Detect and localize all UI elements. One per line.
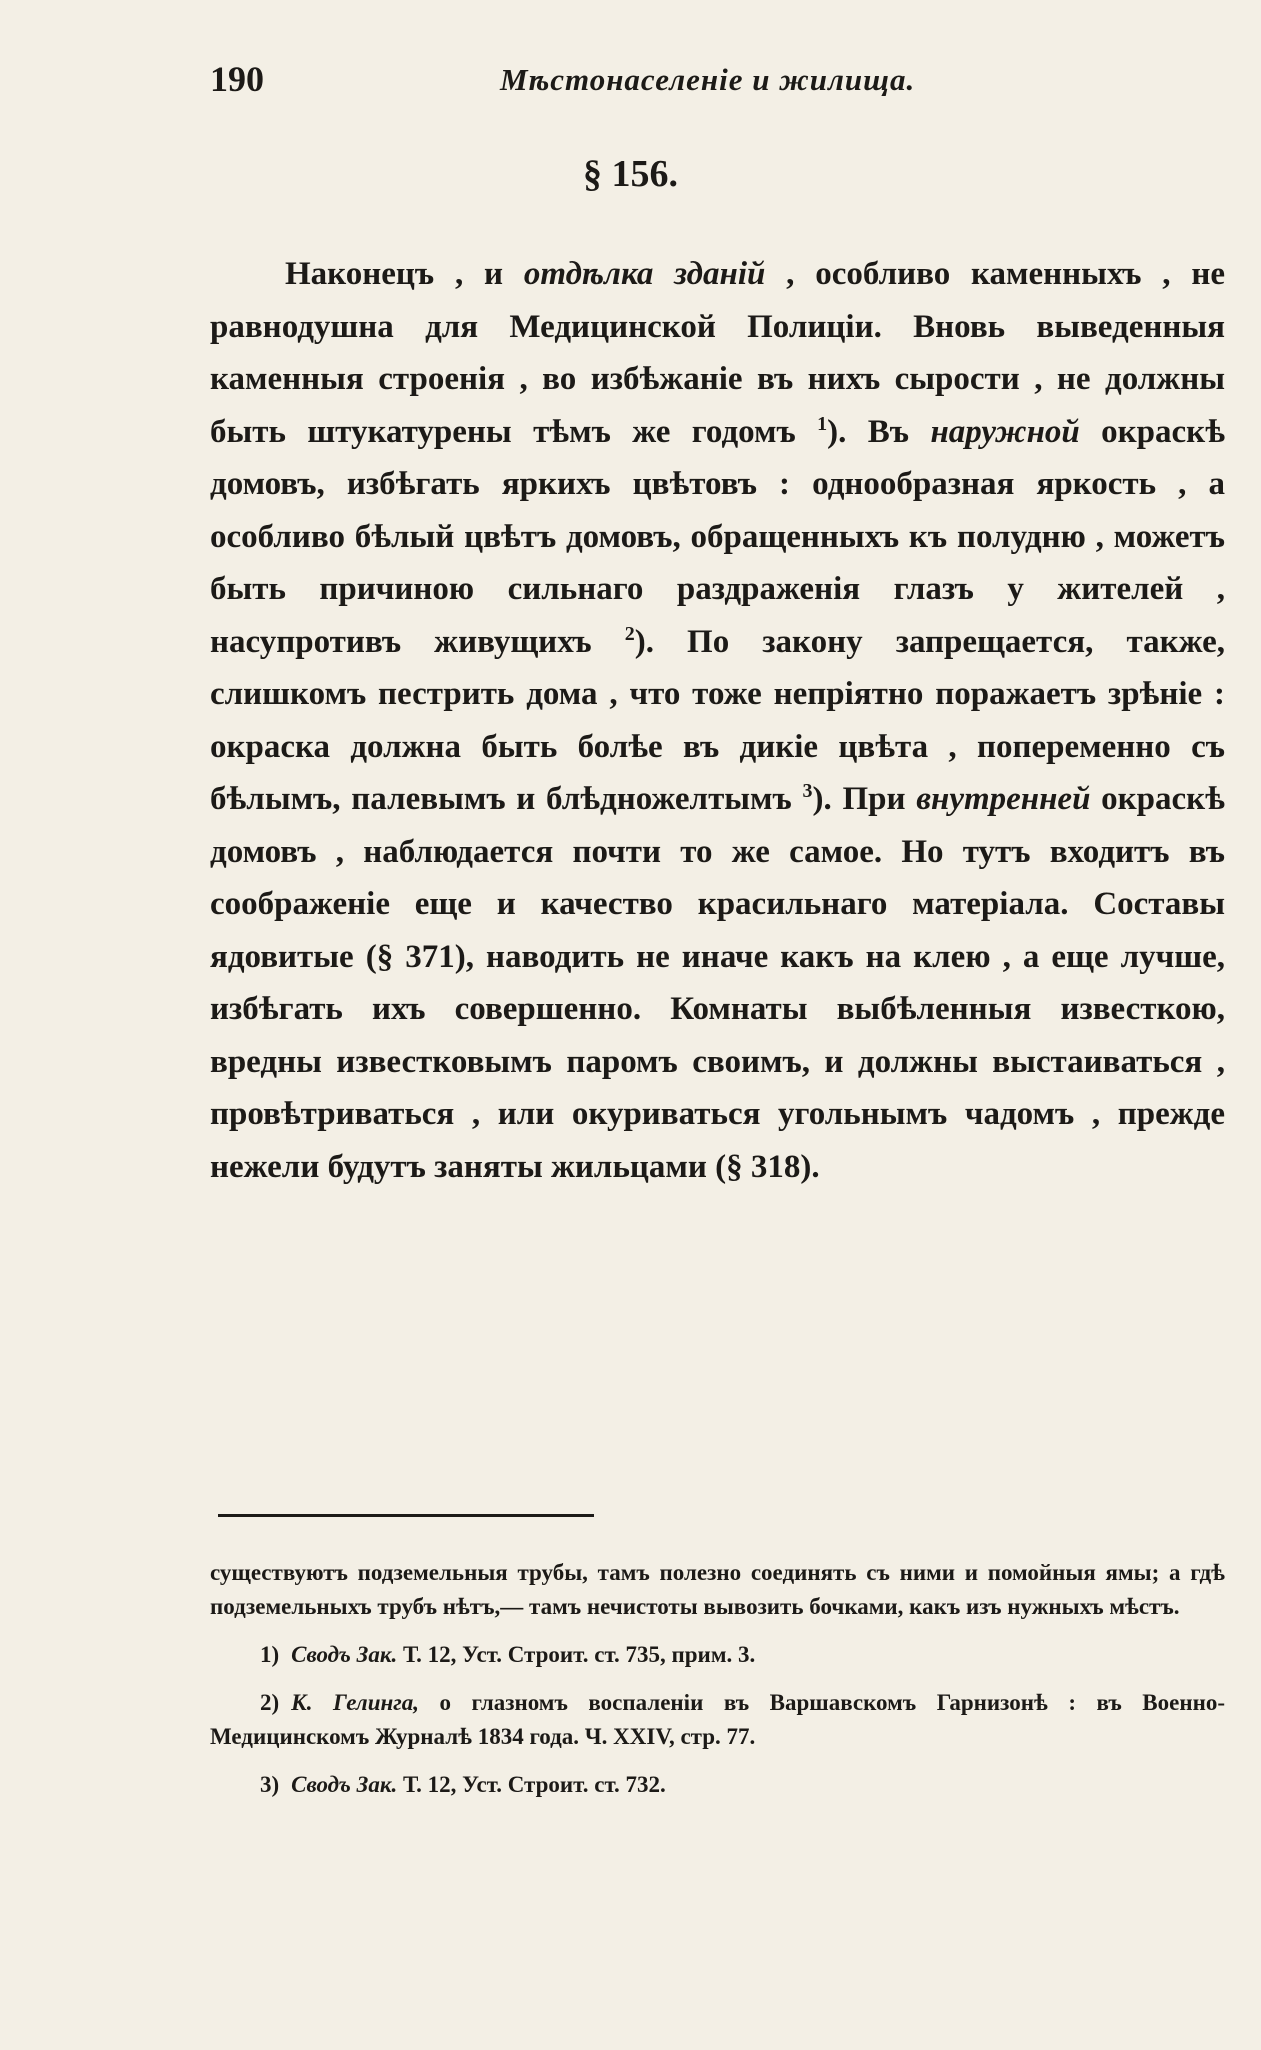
section-heading: § 156. — [583, 153, 678, 195]
footnote-number: 3) — [260, 1772, 280, 1797]
footnote-number: 1) — [260, 1642, 280, 1667]
page-number: 190 — [210, 59, 264, 99]
page-header — [210, 58, 1220, 108]
main-paragraph — [210, 248, 1225, 1193]
footnote-ref-2: 2 — [624, 622, 635, 645]
footnote-text: Т. 12, Уст. Строит. ст. 732. — [397, 1772, 666, 1797]
emphasis-finishing: отдѣлка зданій — [523, 256, 766, 292]
body-segment: ). По закону запрещается, также, слишкомъ пестрить дома , что тоже непріятно поражаетъ зрѣніе : окраска должна быть болѣе въ дикіе цвѣта , попеременно съ бѣлымъ, палевымъ и блѣдножелтымъ — [210, 623, 1225, 817]
emphasis-interior: внутренней — [916, 781, 1091, 817]
footnote-number: 2) — [260, 1690, 280, 1715]
footnote-1 — [210, 1638, 1225, 1672]
footnote-source: Сводъ Зак. — [291, 1642, 398, 1667]
body-segment: Наконецъ , и — [285, 256, 524, 292]
footnote-ref-1: 1 — [817, 412, 828, 435]
body-segment: окраскѣ домовъ, избѣгать яркихъ цвѣтовъ : однообразная яркость , а особливо бѣлый цвѣтъ домовъ, обращенныхъ къ полудню , можетъ быть причиною сильнаго раздраженія глазъ у жителей , насупротивъ живущихъ — [210, 413, 1225, 660]
footnote-ref-3: 3 — [802, 780, 813, 802]
emphasis-exterior: наружной — [930, 413, 1080, 450]
footnotes — [210, 1556, 1225, 1816]
body-segment: окраскѣ домовъ , наблюдается почти то же самое. Но тутъ входитъ въ соображеніе еще и качество красильнаго матеріала. Составы ядовитые (§ 371), наводить не иначе какъ на клею , а еще лучше, избѣгать ихъ совершенно. Комнаты выбѣленныя известкою, вредны известковымъ паромъ своимъ, и должны выстаиваться , провѣтриваться , или окуриваться угольнымъ чадомъ , прежде нежели будутъ заняты жильцами (§ 318). — [210, 781, 1225, 1185]
running-title: Мѣстонаселеніе и жилища. — [500, 62, 916, 97]
footnote-3 — [210, 1768, 1225, 1802]
footnote-source: К. Гелинга, — [291, 1690, 419, 1715]
footnote-divider — [218, 1514, 594, 1517]
footnote-text: о глазномъ воспаленіи въ Варшавскомъ Гарнизонѣ : въ Военно-Медицинскомъ Журналѣ 1834 года. Ч. XXIV, стр. 77. — [210, 1690, 1226, 1749]
footnote-continuation: существуютъ подземельныя трубы, тамъ полезно соединять съ ними и помойныя ямы; а гдѣ подземельныхъ трубъ нѣтъ,— тамъ нечистоты вывозить бочками, какъ изъ нужныхъ мѣстъ. — [210, 1560, 1225, 1619]
footnote-text: Т. 12, Уст. Строит. ст. 735, прим. 3. — [397, 1642, 756, 1667]
body-segment: ). При — [812, 781, 917, 817]
footnote-source: Сводъ Зак. — [291, 1772, 398, 1797]
footnote-2 — [210, 1686, 1225, 1754]
body-segment: ). Въ — [827, 413, 931, 450]
body-segment: , особливо каменныхъ , не равнодушна для Медицинской Полиціи. Вновь выведенныя каменныя строенія , во избѣжаніе въ нихъ сырости , не должны быть штукатурены тѣмъ же годомъ — [210, 256, 1225, 450]
